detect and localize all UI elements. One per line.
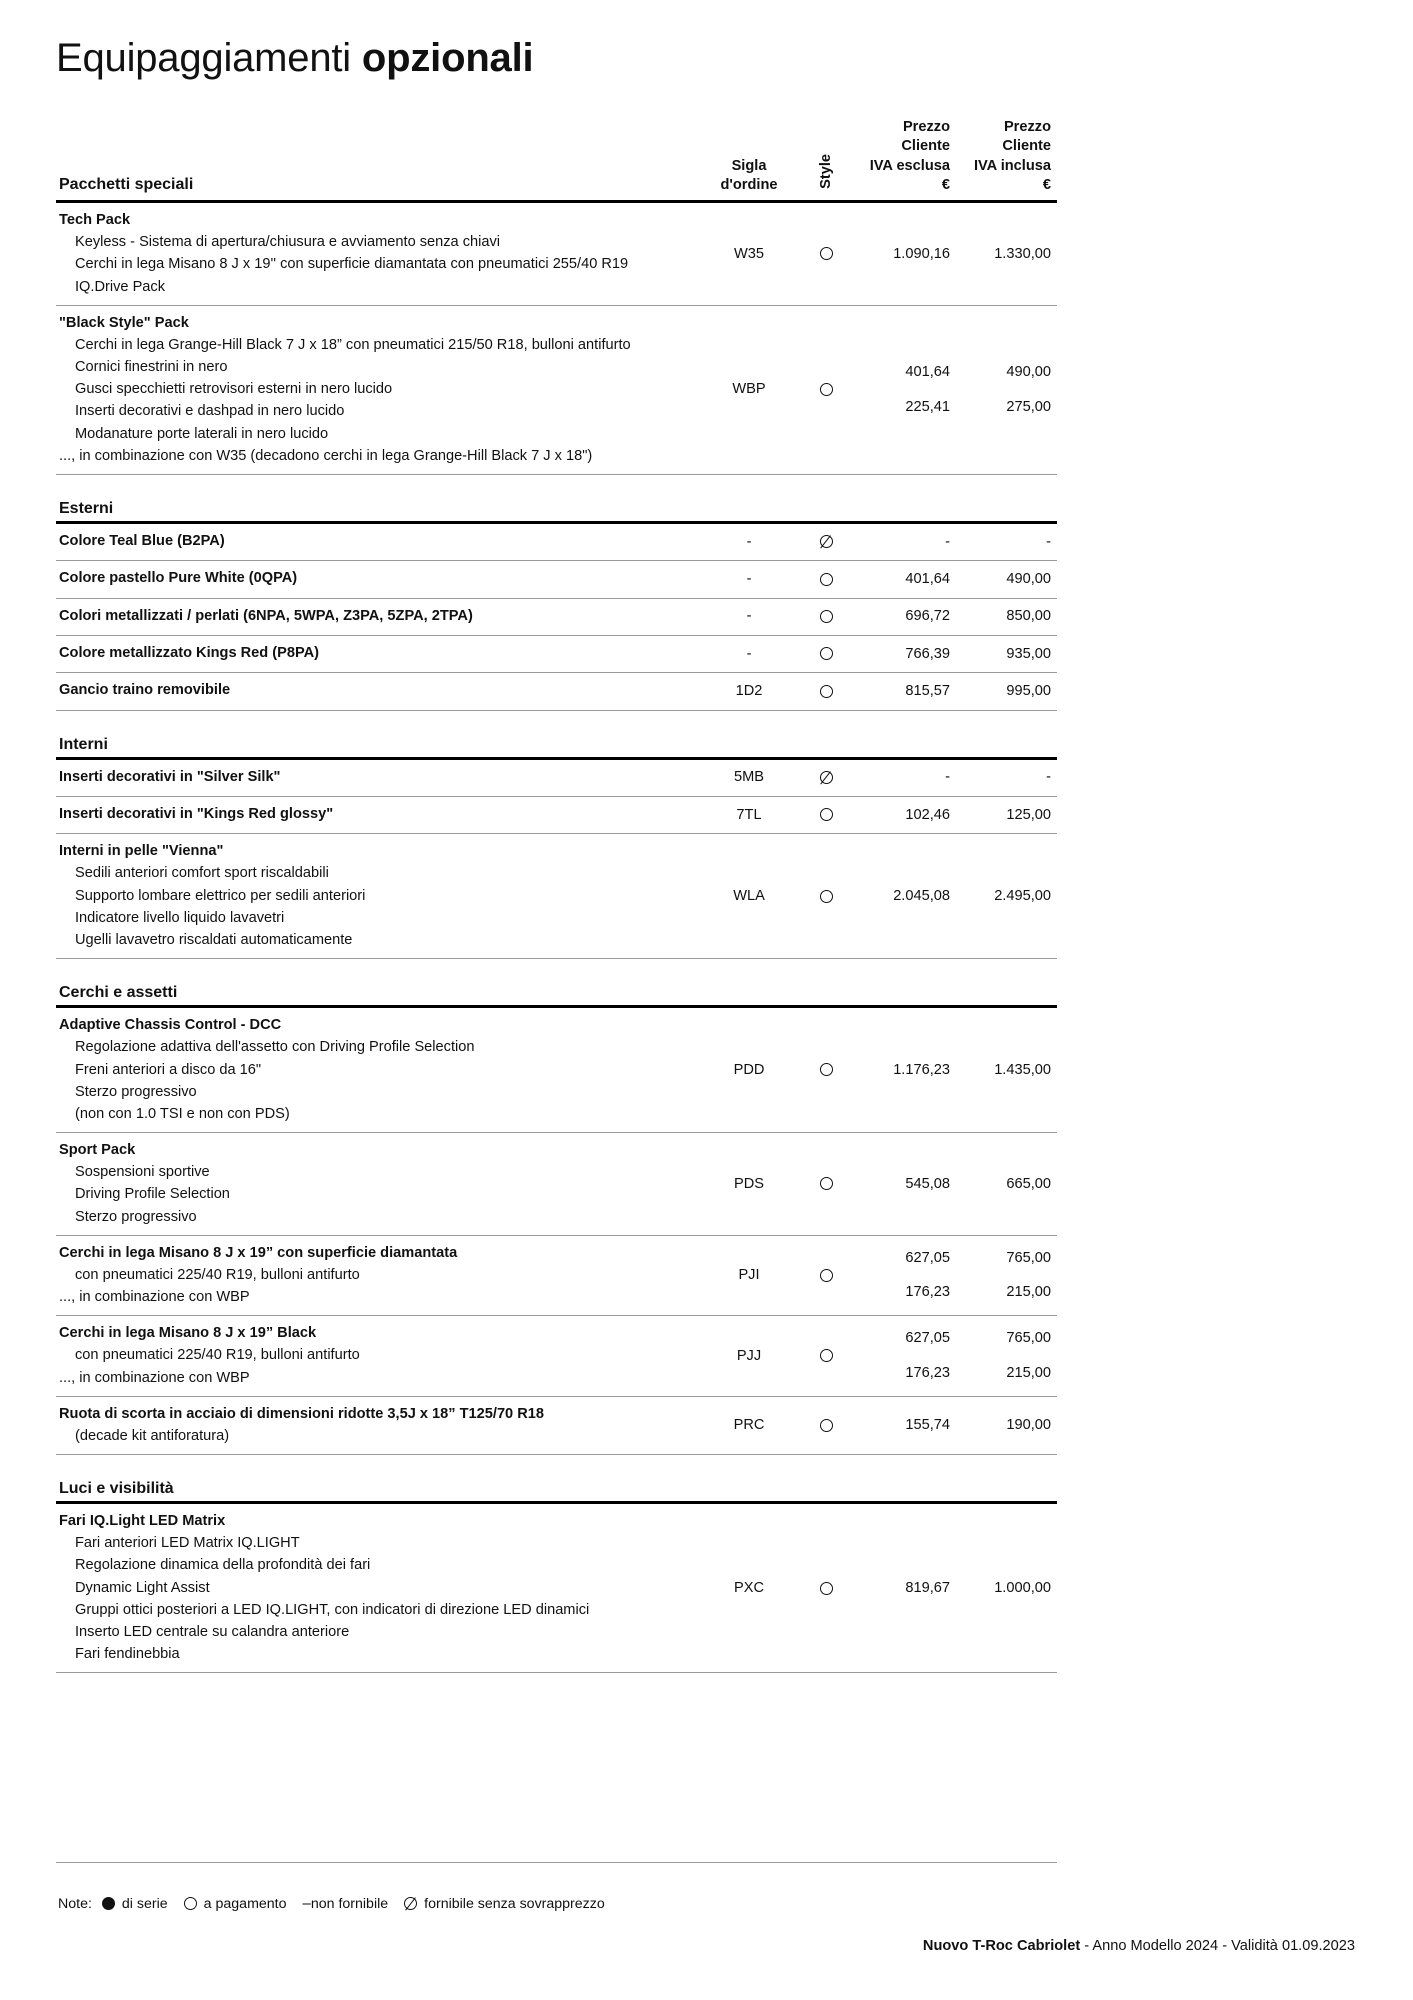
row-subitem: Fari fendinebbia: [75, 1646, 180, 1663]
table-body: [56, 202, 1057, 1673]
row-description: [56, 1503, 701, 1673]
row-order-code: PRC: [701, 1396, 797, 1454]
row-price-excl: [855, 1316, 956, 1397]
row-price-incl: 995,00: [956, 673, 1057, 710]
table-row: [56, 834, 1057, 959]
section-heading-row: [56, 1455, 1057, 1503]
row-title: Colore pastello Pure White (0QPA): [59, 570, 298, 587]
row-title: Fari IQ.Light LED Matrix: [59, 1513, 226, 1530]
row-style-mark: [797, 1396, 855, 1454]
row-subitem: Keyless - Sistema di apertura/chiusura e avviamento senza chiavi: [75, 234, 501, 251]
row-title: "Black Style" Pack: [59, 314, 189, 331]
row-subitem: Inserto LED centrale su calandra anteriore: [75, 1623, 350, 1640]
section-heading: Esterni: [56, 474, 1057, 522]
row-order-code: -: [701, 635, 797, 672]
row-description: [56, 796, 701, 833]
row-title: Adaptive Chassis Control - DCC: [59, 1017, 282, 1034]
column-header-code-line2: d'ordine: [720, 176, 778, 193]
row-price-excl: 766,39: [855, 635, 956, 672]
row-title: Cerchi in lega Misano 8 J x 19” con superficie diamantata: [59, 1244, 458, 1261]
row-title: Tech Pack: [59, 212, 131, 228]
row-subitem: Cerchi in lega Misano 8 J x 19'' con superficie diamantata con pneumatici 255/40 R19: [75, 256, 629, 273]
circle-icon: [820, 247, 833, 260]
footer-model-rest: - Anno Modello 2024 - Validità 01.09.2023: [1080, 1938, 1355, 1954]
row-price-incl: [956, 1316, 1057, 1397]
row-price-incl: 190,00: [956, 1396, 1057, 1454]
row-price-excl: 815,57: [855, 673, 956, 710]
legend-label: Note:: [58, 1895, 92, 1912]
row-title: Ruota di scorta in acciaio di dimensioni ridotte 3,5J x 18” T125/70 R18: [59, 1405, 544, 1422]
row-description: [56, 522, 701, 560]
row-price-excl-primary: 627,05: [905, 1249, 950, 1266]
legend-item: [102, 1896, 168, 1912]
row-title: Colori metallizzati / perlati (6NPA, 5WPA, Z3PA, 5ZPA, 2TPA): [59, 607, 473, 624]
row-subitem: Fari anteriori LED Matrix IQ.LIGHT: [75, 1535, 300, 1552]
row-price-excl: -: [855, 758, 956, 796]
row-subitem: Sterzo progressivo: [75, 1208, 197, 1225]
row-subitem: con pneumatici 225/40 R19, bulloni antifurto: [75, 1266, 360, 1283]
row-style-mark: [797, 758, 855, 796]
row-price-incl-primary: 490,00: [1006, 364, 1051, 381]
circle-icon: [820, 1177, 833, 1190]
row-subitem: Supporto lombare elettrico per sedili anteriori: [75, 887, 366, 904]
footer-model-line: [923, 1938, 1355, 1954]
row-price-incl: 125,00: [956, 796, 1057, 833]
table-row: [56, 796, 1057, 833]
row-price-excl: [855, 1235, 956, 1316]
row-price-incl-primary: 765,00: [1006, 1330, 1051, 1347]
price-incl-line1: Prezzo Cliente: [1002, 119, 1051, 155]
row-price-incl: 1.000,00: [956, 1503, 1057, 1673]
row-description: [56, 1007, 701, 1133]
row-order-code: -: [701, 598, 797, 635]
row-subitem: Cornici finestrini in nero: [75, 359, 228, 376]
table-header: [56, 118, 1057, 202]
row-subitem: Dynamic Light Assist: [75, 1579, 210, 1596]
row-subitem: Regolazione dinamica della profondità dei fari: [75, 1557, 371, 1574]
row-order-code: 1D2: [701, 673, 797, 710]
row-price-incl: 1.435,00: [956, 1007, 1057, 1133]
row-price-incl: -: [956, 758, 1057, 796]
section-heading: Luci e visibilità: [56, 1455, 1057, 1503]
legend-item: [184, 1896, 287, 1912]
row-subitem: IQ.Drive Pack: [75, 278, 166, 295]
row-subitem: Modanature porte laterali in nero lucido: [75, 425, 329, 442]
row-subitem: con pneumatici 225/40 R19, bulloni antifurto: [75, 1347, 360, 1364]
circle-slash-icon: [820, 535, 833, 548]
row-description: [56, 1316, 701, 1397]
row-subitem: Freni anteriori a disco da 16": [75, 1061, 262, 1078]
table-row: [56, 1007, 1057, 1133]
table-row: [56, 1503, 1057, 1673]
table-row: [56, 758, 1057, 796]
dot-icon: [102, 1897, 115, 1910]
row-title: Inserti decorativi in "Silver Silk": [59, 768, 281, 785]
row-subitem: (non con 1.0 TSI e non con PDS): [75, 1105, 290, 1122]
row-style-mark: [797, 1007, 855, 1133]
row-subitem: Inserti decorativi e dashpad in nero lucido: [75, 403, 345, 420]
row-subitem: Driving Profile Selection: [75, 1186, 230, 1203]
circle-icon: [820, 1349, 833, 1362]
row-subitem: Cerchi in lega Grange-Hill Black 7 J x 18” con pneumatici 215/50 R18, bulloni antifurto: [75, 336, 631, 353]
row-subitem: (decade kit antiforatura): [75, 1427, 230, 1444]
row-price-excl: 1.090,16: [855, 202, 956, 306]
table-row: [56, 561, 1057, 598]
row-price-excl: 819,67: [855, 1503, 956, 1673]
circle-slash-icon: [820, 771, 833, 784]
circle-icon: [820, 1063, 833, 1076]
row-order-code: -: [701, 561, 797, 598]
section-heading: Cerchi e assetti: [56, 959, 1057, 1007]
circle-icon: [820, 890, 833, 903]
column-header-code: [701, 118, 797, 202]
column-header-style: [797, 118, 855, 202]
page-title: [56, 36, 533, 81]
circle-icon: [820, 1582, 833, 1595]
price-excl-line1: Prezzo Cliente: [901, 119, 950, 155]
row-title: Cerchi in lega Misano 8 J x 19” Black: [59, 1325, 317, 1342]
legend-item-label: a pagamento: [203, 1895, 287, 1912]
row-style-mark: [797, 796, 855, 833]
section-heading-row: [56, 959, 1057, 1007]
row-style-mark: [797, 598, 855, 635]
column-header-section: Pacchetti speciali: [56, 118, 701, 202]
circle-icon: [820, 383, 833, 396]
row-description: [56, 1235, 701, 1316]
row-price-excl: 155,74: [855, 1396, 956, 1454]
row-price-excl-primary: 627,05: [905, 1330, 950, 1347]
row-price-excl: 2.045,08: [855, 834, 956, 959]
row-order-code: PDD: [701, 1007, 797, 1133]
row-style-mark: [797, 635, 855, 672]
row-price-incl: -: [956, 522, 1057, 560]
table-row: [56, 1396, 1057, 1454]
column-header-style-label: Style: [817, 153, 834, 189]
legend-item-label: di serie: [121, 1895, 168, 1912]
row-order-code: 7TL: [701, 796, 797, 833]
row-price-excl: 1.176,23: [855, 1007, 956, 1133]
table-row: [56, 1235, 1057, 1316]
table-row: [56, 1133, 1057, 1236]
circle-icon: [820, 1269, 833, 1282]
row-order-code: W35: [701, 202, 797, 306]
column-header-code-line1: Sigla: [731, 157, 767, 174]
row-price-excl: 401,64: [855, 561, 956, 598]
column-header-price-excl: [855, 118, 956, 202]
legend-item: [303, 1895, 389, 1912]
row-subitem: Gusci specchietti retrovisori esterni in nero lucido: [75, 381, 393, 398]
row-title: Inserti decorativi in "Kings Red glossy": [59, 805, 334, 822]
row-subitem: Ugelli lavavetro riscaldati automaticamente: [75, 931, 353, 948]
row-style-mark: [797, 834, 855, 959]
row-subitem: Sterzo progressivo: [75, 1083, 197, 1100]
price-incl-currency: €: [1042, 176, 1051, 193]
price-incl-line2: IVA inclusa: [973, 157, 1051, 174]
row-price-incl: 1.330,00: [956, 202, 1057, 306]
row-subitem: Indicatore livello liquido lavavetri: [75, 909, 285, 926]
row-order-code: PJJ: [701, 1316, 797, 1397]
row-price-incl: 850,00: [956, 598, 1057, 635]
row-description: [56, 635, 701, 672]
row-price-incl: 2.495,00: [956, 834, 1057, 959]
dash-icon: –: [302, 1895, 311, 1912]
legend-item-label: fornibile senza sovrapprezzo: [424, 1895, 605, 1912]
row-subitem-combination: ..., in combinazione con WBP: [59, 1289, 250, 1306]
table-row: [56, 202, 1057, 306]
row-style-mark: [797, 673, 855, 710]
row-order-code: WLA: [701, 834, 797, 959]
row-subitem-combination: ..., in combinazione con WBP: [59, 1369, 250, 1386]
row-description: [56, 1133, 701, 1236]
row-price-excl-secondary: 176,23: [905, 1364, 950, 1381]
row-style-mark: [797, 1316, 855, 1397]
row-price-incl-secondary: 215,00: [1006, 1364, 1051, 1381]
row-subitem-combination: ..., in combinazione con W35 (decadono cerchi in lega Grange-Hill Black 7 J x 18"): [59, 447, 593, 464]
footer-model-name: Nuovo T-Roc Cabriolet: [922, 1938, 1081, 1954]
price-excl-currency: €: [941, 176, 950, 193]
table-row: [56, 305, 1057, 474]
circle-icon: [184, 1897, 197, 1910]
circle-icon: [820, 610, 833, 623]
circle-icon: [820, 808, 833, 821]
row-description: [56, 202, 701, 306]
row-order-code: -: [701, 522, 797, 560]
table-row: [56, 598, 1057, 635]
row-description: [56, 598, 701, 635]
row-title: Gancio traino removibile: [59, 682, 231, 699]
row-price-excl: [855, 305, 956, 474]
row-price-excl: 102,46: [855, 796, 956, 833]
row-subitem: Gruppi ottici posteriori a LED IQ.LIGHT, con indicatori di direzione LED dinamici: [75, 1601, 590, 1618]
row-title: Sport Pack: [59, 1142, 136, 1159]
circle-slash-icon: [404, 1897, 417, 1910]
row-price-incl: 935,00: [956, 635, 1057, 672]
footer-divider: [56, 1862, 1057, 1863]
row-price-incl-secondary: 215,00: [1006, 1284, 1051, 1301]
section-heading-row: [56, 710, 1057, 758]
table-row: [56, 522, 1057, 560]
row-price-excl: 696,72: [855, 598, 956, 635]
column-header-price-incl: [956, 118, 1057, 202]
circle-icon: [820, 685, 833, 698]
row-style-mark: [797, 1133, 855, 1236]
legend-item-label: non fornibile: [310, 1895, 389, 1912]
section-heading-row: [56, 474, 1057, 522]
row-price-excl-primary: 401,64: [905, 364, 950, 381]
row-description: [56, 758, 701, 796]
row-order-code: WBP: [701, 305, 797, 474]
row-price-incl-primary: 765,00: [1006, 1249, 1051, 1266]
section-heading: Interni: [56, 710, 1057, 758]
row-description: [56, 673, 701, 710]
price-excl-line2: IVA esclusa: [869, 157, 950, 174]
row-description: [56, 1396, 701, 1454]
options-table: [56, 118, 1057, 1673]
circle-icon: [820, 1419, 833, 1432]
row-style-mark: [797, 1503, 855, 1673]
row-price-excl-secondary: 225,41: [905, 398, 950, 415]
row-subitem: Sedili anteriori comfort sport riscaldabili: [75, 865, 329, 882]
row-style-mark: [797, 305, 855, 474]
row-title: Interni in pelle "Vienna": [59, 843, 224, 860]
page-title-light: Equipaggiamenti: [56, 36, 362, 80]
row-order-code: PJI: [701, 1235, 797, 1316]
page-title-bold: opzionali: [361, 36, 534, 80]
row-price-excl: 545,08: [855, 1133, 956, 1236]
row-price-excl: -: [855, 522, 956, 560]
row-price-excl-secondary: 176,23: [905, 1284, 950, 1301]
row-style-mark: [797, 561, 855, 598]
row-style-mark: [797, 522, 855, 560]
row-style-mark: [797, 1235, 855, 1316]
row-title: Colore metallizzato Kings Red (P8PA): [59, 644, 320, 661]
row-price-incl: 665,00: [956, 1133, 1057, 1236]
row-description: [56, 305, 701, 474]
options-table-wrapper: [56, 118, 1057, 1673]
row-subitem: Sospensioni sportive: [75, 1164, 210, 1181]
table-row: [56, 635, 1057, 672]
legend: [58, 1895, 621, 1912]
row-order-code: PDS: [701, 1133, 797, 1236]
row-price-incl-secondary: 275,00: [1006, 398, 1051, 415]
row-description: [56, 834, 701, 959]
legend-item: [404, 1896, 605, 1912]
row-order-code: 5MB: [701, 758, 797, 796]
row-description: [56, 561, 701, 598]
table-row: [56, 673, 1057, 710]
row-title: Colore Teal Blue (B2PA): [59, 532, 225, 549]
table-row: [56, 1316, 1057, 1397]
circle-icon: [820, 573, 833, 586]
row-subitem: Regolazione adattiva dell'assetto con Driving Profile Selection: [75, 1039, 475, 1056]
row-price-incl: [956, 1235, 1057, 1316]
circle-icon: [820, 647, 833, 660]
row-style-mark: [797, 202, 855, 306]
row-price-incl: 490,00: [956, 561, 1057, 598]
row-price-incl: [956, 305, 1057, 474]
row-order-code: PXC: [701, 1503, 797, 1673]
